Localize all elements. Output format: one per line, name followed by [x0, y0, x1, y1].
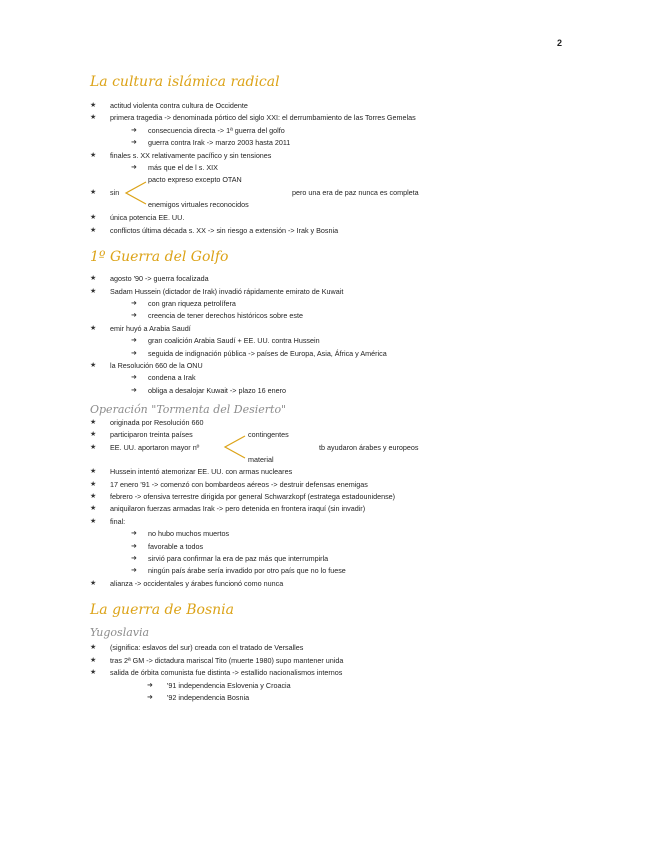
bullet-star-icon: ★ [90, 325, 97, 332]
arrow-icon: ➜ [131, 337, 137, 344]
list-subitem: guerra contra Irak -> marzo 2003 hasta 2011 [148, 138, 291, 147]
arrow-icon: ➜ [131, 374, 137, 381]
bullet-star-icon: ★ [90, 214, 97, 221]
page-number: 2 [557, 38, 563, 48]
bullet-star-icon: ★ [90, 444, 97, 451]
bullet-star-icon: ★ [90, 288, 97, 295]
brace-bottom-text: enemigos virtuales reconocidos [148, 200, 249, 209]
list-item: agosto '90 -> guerra focalizada [110, 274, 209, 283]
bullet-star-icon: ★ [90, 505, 97, 512]
brace-connector-icon [124, 180, 148, 206]
brace-right-text: pero una era de paz nunca es completa [292, 188, 419, 197]
list-item: única potencia EE. UU. [110, 213, 185, 222]
bullet-star-icon: ★ [90, 644, 97, 651]
arrow-icon: ➜ [131, 164, 137, 171]
list-subitem: '91 independencia Eslovenia y Croacia [167, 681, 291, 690]
arrow-icon: ➜ [131, 312, 137, 319]
arrow-icon: ➜ [131, 139, 137, 146]
arrow-icon: ➜ [131, 350, 137, 357]
bullet-star-icon: ★ [90, 669, 97, 676]
bullet-star-icon: ★ [90, 152, 97, 159]
bullet-star-icon: ★ [90, 419, 97, 426]
list-subitem: seguida de indignación pública -> países de Europa, Asia, África y América [148, 349, 387, 358]
list-item: actitud violenta contra cultura de Occidente [110, 101, 248, 110]
list-subitem: '92 independencia Bosnia [167, 693, 250, 702]
list-item: participaron treinta países [110, 430, 193, 439]
arrow-icon: ➜ [131, 387, 137, 394]
brace-top-text: pacto expreso excepto OTAN [148, 175, 242, 184]
list-item: aniquilaron fuerzas armadas Irak -> pero detenida en frontera iraquí (sin invadir) [110, 504, 366, 513]
list-subitem: condena a Irak [148, 373, 196, 382]
bullet-star-icon: ★ [90, 657, 97, 664]
brace-left-text: sin [110, 188, 120, 197]
subheading-tormenta-desierto: Operación "Tormenta del Desierto" [90, 403, 287, 416]
list-item: finales s. XX relativamente pacífico y sin tensiones [110, 151, 272, 160]
brace-bottom-text: material [248, 455, 274, 464]
list-subitem: gran coalición Arabia Saudí + EE. UU. contra Hussein [148, 336, 320, 345]
list-item: (significa: eslavos del sur) creada con el tratado de Versalles [110, 643, 304, 652]
list-item: alianza -> occidentales y árabes funcionó como nunca [110, 579, 284, 588]
heading-guerra-golfo: 1º Guerra del Golfo [90, 249, 229, 265]
list-subitem: creencia de tener derechos históricos sobre este [148, 311, 304, 320]
list-subitem: ningún país árabe sería invadido por otro país que no lo fuese [148, 566, 346, 575]
list-item: febrero -> ofensiva terrestre dirigida por general Schwarzkopf (estratega estadounidense) [110, 492, 396, 501]
list-subitem: obliga a desalojar Kuwait -> plazo 16 enero [148, 386, 287, 395]
list-item: conflictos última década s. XX -> sin riesgo a extensión -> Irak y Bosnia [110, 226, 339, 235]
list-subitem: no hubo muchos muertos [148, 529, 230, 538]
list-item: originada por Resolución 660 [110, 418, 204, 427]
list-item: salida de órbita comunista fue distinta -> estallido nacionalismos internos [110, 668, 343, 677]
bullet-star-icon: ★ [90, 275, 97, 282]
bullet-star-icon: ★ [90, 114, 97, 121]
list-subitem: más que el de l s. XIX [148, 163, 218, 172]
arrow-icon: ➜ [131, 300, 137, 307]
bullet-star-icon: ★ [90, 518, 97, 525]
arrow-icon: ➜ [131, 127, 137, 134]
list-item: Hussein intentó atemorizar EE. UU. con armas nucleares [110, 467, 293, 476]
list-item: Sadam Hussein (dictador de Irak) invadió rápidamente emirato de Kuwait [110, 287, 344, 296]
arrow-icon: ➜ [147, 694, 153, 701]
brace-top-text: contingentes [248, 430, 289, 439]
list-item: 17 enero '91 -> comenzó con bombardeos aéreos -> destruir defensas enemigas [110, 480, 368, 489]
subheading-yugoslavia: Yugoslavia [90, 626, 150, 639]
bullet-star-icon: ★ [90, 189, 97, 196]
bullet-star-icon: ★ [90, 431, 97, 438]
bullet-star-icon: ★ [90, 227, 97, 234]
arrow-icon: ➜ [147, 682, 153, 689]
list-item: primera tragedia -> denominada pórtico del siglo XXI: el derrumbamiento de las Torres Gemelas [110, 113, 416, 122]
arrow-icon: ➜ [131, 567, 137, 574]
list-subitem: consecuencia directa -> 1ª guerra del golfo [148, 126, 285, 135]
bullet-star-icon: ★ [90, 481, 97, 488]
brace-connector-icon [223, 434, 247, 460]
list-item: emir huyó a Arabia Saudí [110, 324, 191, 333]
bullet-star-icon: ★ [90, 362, 97, 369]
bullet-star-icon: ★ [90, 102, 97, 109]
brace-left-text: EE. UU. aportaron mayor nº [110, 443, 200, 452]
arrow-icon: ➜ [131, 530, 137, 537]
heading-guerra-bosnia: La guerra de Bosnia [90, 602, 234, 618]
bullet-star-icon: ★ [90, 493, 97, 500]
arrow-icon: ➜ [131, 555, 137, 562]
heading-cultura-islamica: La cultura islámica radical [90, 74, 280, 90]
list-subitem: con gran riqueza petrolífera [148, 299, 236, 308]
list-item: tras 2ª GM -> dictadura mariscal Tito (muerte 1980) supo mantener unida [110, 656, 344, 665]
list-subitem: sirvió para confirmar la era de paz más que interrumpirla [148, 554, 329, 563]
bullet-star-icon: ★ [90, 580, 97, 587]
brace-right-text: tb ayudaron árabes y europeos [319, 443, 419, 452]
list-item: final: [110, 517, 126, 526]
list-item: la Resolución 660 de la ONU [110, 361, 203, 370]
bullet-star-icon: ★ [90, 468, 97, 475]
arrow-icon: ➜ [131, 543, 137, 550]
list-subitem: favorable a todos [148, 542, 204, 551]
